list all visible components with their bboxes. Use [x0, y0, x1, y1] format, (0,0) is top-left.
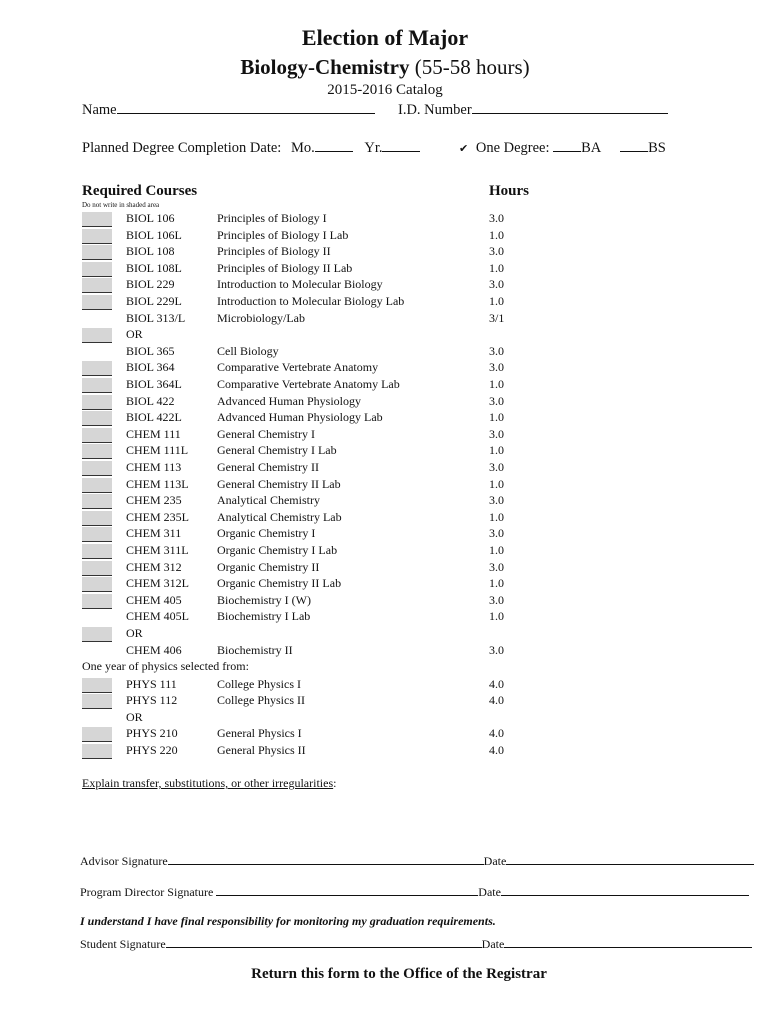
- catalog-year: 2015-2016 Catalog: [327, 82, 443, 98]
- course-title: Principles of Biology II: [217, 244, 331, 259]
- course-code: BIOL 422: [126, 393, 175, 408]
- advisor-signature-line[interactable]: [168, 853, 484, 865]
- course-row: [0, 493, 770, 509]
- course-title: Introduction to Molecular Biology: [217, 277, 383, 292]
- course-hours: 4.0: [489, 742, 504, 757]
- course-hours: 1.0: [489, 377, 504, 391]
- shaded-blank: [82, 727, 112, 742]
- year-label: Yr.: [364, 140, 383, 156]
- course-title: Analytical Chemistry Lab: [217, 509, 342, 524]
- course-title: College Physics I: [217, 677, 301, 691]
- course-row: [0, 526, 770, 542]
- course-title: General Chemistry I Lab: [217, 443, 337, 458]
- course-code: BIOL 313/L: [126, 310, 186, 325]
- course-title: Biochemistry I Lab: [217, 609, 311, 624]
- course-title: General Chemistry II: [217, 460, 319, 474]
- responsibility-statement: I understand I have final responsibility for monitoring my graduation requirements.: [80, 914, 496, 928]
- shaded-blank: [82, 594, 112, 609]
- director-date-label: Date: [478, 885, 501, 899]
- shaded-blank: [82, 678, 112, 693]
- course-row: [0, 626, 770, 642]
- course-code: BIOL 106L: [126, 227, 182, 242]
- shaded-blank: [82, 561, 112, 576]
- course-row: [0, 311, 770, 327]
- course-hours: 3.0: [489, 559, 504, 574]
- course-hours: 3.0: [489, 460, 504, 474]
- course-hours: 3.0: [489, 642, 504, 657]
- course-row: [0, 327, 770, 343]
- planned-completion-field: [82, 138, 420, 157]
- course-hours: 4.0: [489, 726, 504, 741]
- shaded-blank: [82, 361, 112, 376]
- id-number-field[interactable]: [398, 100, 668, 119]
- year-line[interactable]: [382, 138, 420, 152]
- course-hours: 1.0: [489, 410, 504, 425]
- course-row: [0, 693, 770, 709]
- course-code: BIOL 422L: [126, 410, 182, 425]
- course-hours: 3/1: [489, 310, 505, 325]
- course-code: BIOL 108: [126, 244, 175, 259]
- course-hours: 1.0: [489, 443, 504, 458]
- transfer-explanation: [82, 776, 336, 791]
- course-title: General Chemistry II Lab: [217, 476, 341, 491]
- course-hours: 3.0: [489, 426, 504, 441]
- ba-line[interactable]: [553, 138, 581, 152]
- course-code: CHEM 311: [126, 526, 182, 541]
- course-code: PHYS 210: [126, 726, 178, 741]
- course-row: [0, 726, 770, 742]
- course-row: [0, 277, 770, 293]
- course-title: Advanced Human Physiology: [217, 393, 361, 408]
- course-row: [0, 443, 770, 459]
- course-code: BIOL 229L: [126, 294, 182, 308]
- course-title: Principles of Biology I Lab: [217, 227, 349, 242]
- course-row: [0, 609, 770, 625]
- course-title: College Physics II: [217, 693, 305, 708]
- shaded-blank: [82, 461, 112, 476]
- course-code: CHEM 311L: [126, 543, 189, 557]
- student-date-line[interactable]: [504, 936, 752, 948]
- course-hours: 1.0: [489, 543, 504, 557]
- course-row: [0, 460, 770, 476]
- course-hours: 3.0: [489, 526, 504, 541]
- student-signature-row: [80, 936, 752, 952]
- course-hours: 3.0: [489, 360, 504, 375]
- shaded-blank: [82, 744, 112, 759]
- course-code: CHEM 405: [126, 592, 182, 607]
- shaded-blank: [82, 694, 112, 709]
- major-subtitle: Biology-Chemistry (55-58 hours): [240, 55, 530, 79]
- course-hours: 1.0: [489, 260, 504, 275]
- shaded-blank: [82, 411, 112, 426]
- course-hours: 1.0: [489, 294, 504, 308]
- course-code: OR: [126, 709, 143, 724]
- student-date-label: Date: [481, 937, 505, 951]
- course-title: Organic Chemistry II: [217, 559, 320, 574]
- course-hours: 1.0: [489, 476, 504, 491]
- hours-heading: Hours: [489, 183, 530, 199]
- course-title: Introduction to Molecular Biology Lab: [217, 294, 405, 308]
- course-hours: 3.0: [489, 211, 504, 225]
- course-title: Organic Chemistry I Lab: [217, 543, 338, 557]
- shaded-blank: [82, 494, 112, 509]
- course-row: [0, 244, 770, 260]
- course-code: CHEM 312: [126, 559, 182, 574]
- course-hours: 1.0: [489, 227, 504, 242]
- form-title: Election of Major: [301, 25, 469, 50]
- shaded-blank: [82, 527, 112, 542]
- course-hours: 3.0: [489, 592, 504, 607]
- return-instructions: Return this form to the Office of the Registrar: [251, 966, 547, 982]
- course-code: CHEM 113L: [126, 476, 189, 491]
- course-code: CHEM 111: [126, 426, 181, 441]
- required-courses-heading: Required Courses: [82, 183, 198, 199]
- course-hours: 1.0: [489, 576, 504, 591]
- course-title: General Physics II: [217, 742, 306, 757]
- shaded-blank: [82, 428, 112, 443]
- course-title: Comparative Vertebrate Anatomy Lab: [217, 377, 400, 391]
- course-row: [0, 427, 770, 443]
- id-number-label: I.D. Number: [398, 102, 472, 118]
- course-row: [0, 228, 770, 244]
- course-row: [0, 743, 770, 759]
- course-row: [0, 211, 770, 227]
- course-row: [0, 543, 770, 559]
- course-title: General Chemistry I: [217, 426, 315, 441]
- course-code: BIOL 364: [126, 360, 175, 375]
- course-code: CHEM 111L: [126, 443, 189, 458]
- shaded-blank: [82, 444, 112, 459]
- shaded-blank: [82, 245, 112, 260]
- course-code: CHEM 405L: [126, 609, 189, 624]
- course-hours: 3.0: [489, 393, 504, 408]
- course-row: [0, 360, 770, 376]
- month-label: Mo.: [290, 140, 315, 156]
- shaded-area-note: Do not write in shaded area: [82, 201, 160, 209]
- course-code: OR: [126, 327, 143, 342]
- advisor-signature-row: [80, 853, 754, 869]
- shaded-blank: [82, 278, 112, 293]
- course-code: BIOL 364L: [126, 377, 182, 391]
- transfer-colon: :: [333, 776, 337, 790]
- student-signature-label: Student Signature: [80, 937, 166, 951]
- course-code: PHYS 112: [126, 693, 178, 708]
- course-row: [0, 510, 770, 526]
- course-hours: 4.0: [489, 677, 504, 691]
- course-code: CHEM 235: [126, 493, 182, 508]
- ba-label: BA: [581, 140, 601, 156]
- course-title: General Physics I: [217, 726, 302, 741]
- advisor-date-line[interactable]: [506, 853, 754, 865]
- shaded-blank: [82, 229, 112, 244]
- course-title: Cell Biology: [217, 343, 279, 358]
- physics-heading: One year of physics selected from:: [82, 659, 249, 673]
- shaded-blank: [82, 511, 112, 526]
- course-hours: 1.0: [489, 609, 504, 624]
- id-number-line[interactable]: [472, 100, 668, 114]
- course-code: PHYS 220: [126, 742, 178, 757]
- one-degree-field: [459, 138, 666, 157]
- course-hours: 1.0: [489, 509, 504, 524]
- course-hours: 3.0: [489, 493, 504, 508]
- course-code: CHEM 113: [126, 460, 182, 474]
- shaded-blank: [82, 212, 112, 227]
- shaded-blank: [82, 378, 112, 393]
- course-title: Principles of Biology I: [217, 211, 327, 225]
- course-row: [0, 560, 770, 576]
- course-row: [0, 576, 770, 592]
- shaded-blank: [82, 395, 112, 410]
- course-title: Biochemistry II: [217, 642, 293, 657]
- name-line[interactable]: [117, 100, 375, 114]
- course-row: [0, 677, 770, 693]
- course-title: Analytical Chemistry: [217, 493, 320, 508]
- one-degree-label: One Degree:: [475, 140, 550, 156]
- course-code: PHYS 111: [126, 677, 177, 691]
- shaded-blank: [82, 328, 112, 343]
- director-signature-line[interactable]: [216, 884, 478, 896]
- course-title: Principles of Biology II Lab: [217, 260, 353, 275]
- course-code: CHEM 312L: [126, 576, 189, 591]
- bs-line[interactable]: [620, 138, 648, 152]
- course-hours: 3.0: [489, 244, 504, 259]
- course-code: CHEM 235L: [126, 509, 189, 524]
- director-date-line[interactable]: [501, 884, 749, 896]
- course-hours: 3.0: [489, 343, 504, 358]
- course-row: [0, 261, 770, 277]
- planned-completion-label: Planned Degree Completion Date:: [82, 140, 282, 156]
- course-row: [0, 344, 770, 360]
- director-signature-label: Program Director Signature: [80, 885, 214, 899]
- shaded-blank: [82, 262, 112, 277]
- course-code: BIOL 108L: [126, 260, 182, 275]
- course-title: Organic Chemistry I: [217, 526, 316, 541]
- course-title: Advanced Human Physiology Lab: [217, 410, 383, 425]
- course-code: CHEM 406: [126, 642, 182, 657]
- course-row: [0, 477, 770, 493]
- course-row: [0, 643, 770, 659]
- course-title: Biochemistry I (W): [217, 592, 311, 607]
- course-code: OR: [126, 626, 143, 640]
- course-row: [0, 394, 770, 410]
- advisor-date-label: Date: [483, 854, 507, 868]
- course-code: BIOL 365: [126, 343, 175, 358]
- transfer-label: Explain transfer, substitutions, or other irregularities: [82, 776, 334, 790]
- course-title: Organic Chemistry II Lab: [217, 576, 342, 591]
- course-row: [0, 294, 770, 310]
- checkmark-icon: ✔: [459, 142, 469, 155]
- course-code: BIOL 229: [126, 277, 175, 292]
- bs-label: BS: [648, 140, 666, 156]
- course-hours: 3.0: [489, 277, 504, 292]
- director-signature-row: [80, 884, 749, 900]
- course-row: [0, 593, 770, 609]
- shaded-blank: [82, 478, 112, 493]
- course-row: [0, 710, 770, 726]
- advisor-signature-label: Advisor Signature: [80, 854, 168, 868]
- shaded-blank: [82, 544, 112, 559]
- student-signature-line[interactable]: [166, 936, 482, 948]
- course-row: [0, 410, 770, 426]
- shaded-blank: [82, 295, 112, 310]
- course-code: BIOL 106: [126, 211, 175, 225]
- name-field[interactable]: [82, 100, 375, 119]
- name-label: Name: [82, 102, 117, 118]
- course-title: Microbiology/Lab: [217, 310, 305, 325]
- shaded-blank: [82, 577, 112, 592]
- month-line[interactable]: [315, 138, 353, 152]
- course-row: [0, 377, 770, 393]
- course-title: Comparative Vertebrate Anatomy: [217, 360, 379, 375]
- shaded-blank: [82, 627, 112, 642]
- course-hours: 4.0: [489, 693, 504, 708]
